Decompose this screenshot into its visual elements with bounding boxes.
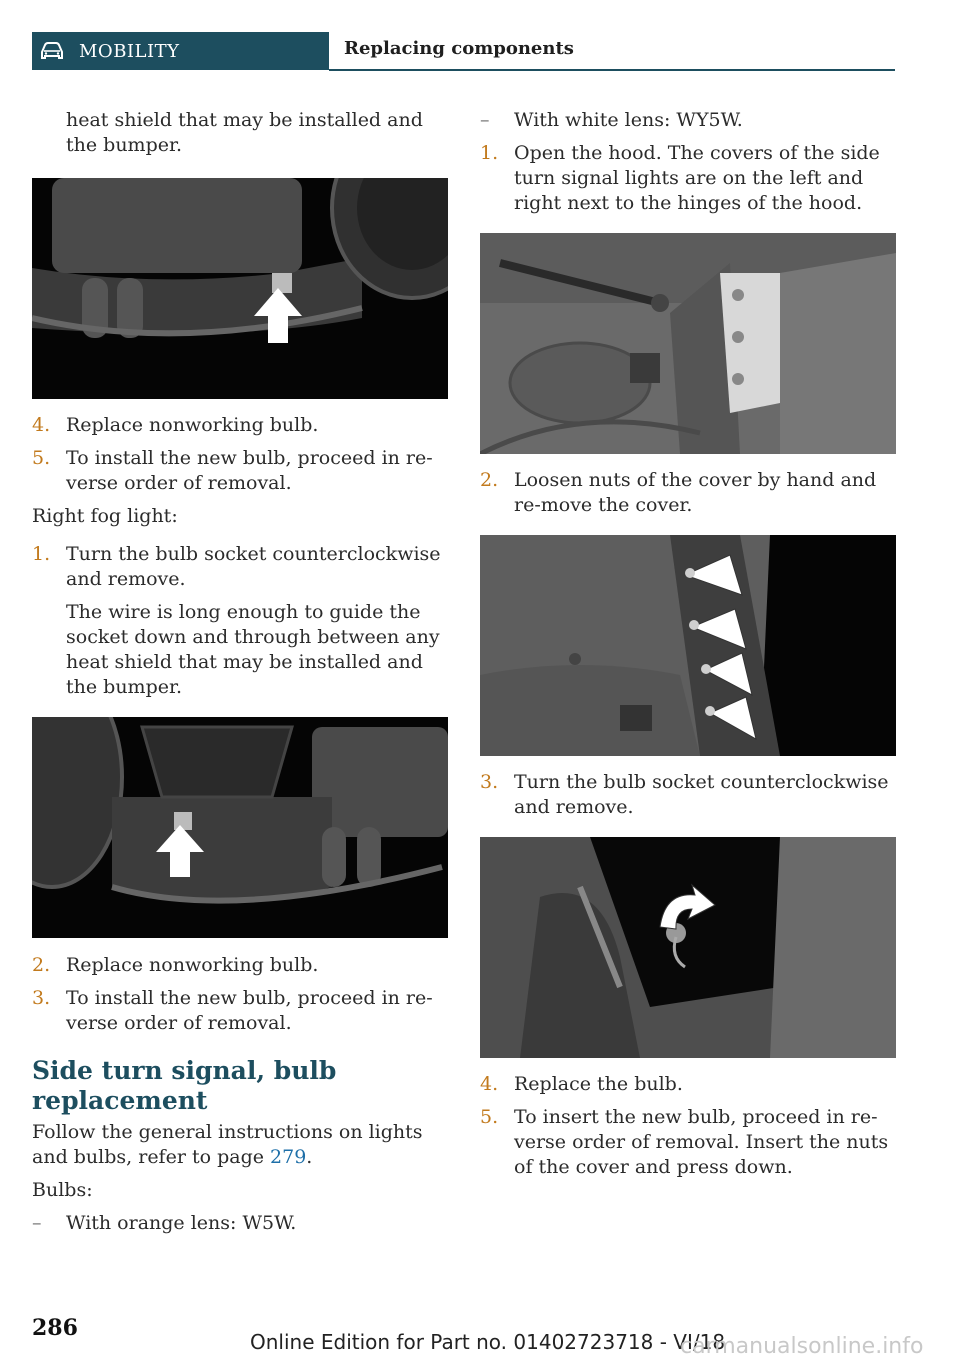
car-icon [39,41,65,61]
hood-hinge-photo [480,233,896,454]
page-number: 286 [32,1315,78,1341]
section-title: Side turn signal, bulb replacement [32,1056,337,1115]
list-item: 2. Replace nonworking bulb. [32,954,319,976]
bulbs-label: Bulbs: [32,1179,93,1201]
list-item: 4. Replace nonworking bulb. [32,414,319,436]
section-tab [32,32,329,70]
bulb-socket-photo [480,837,896,1058]
left-column [32,108,448,1236]
list-item: 5. To insert the new bulb, proceed in re‐verse order of removal. Insert the nuts of the cover and press down. [480,1106,889,1178]
list-item: 3. To install the new bulb, proceed in re‐verse order of removal. [32,987,433,1034]
list-item: 4. Replace the bulb. [480,1073,683,1095]
page-title: Replacing components [344,38,574,59]
list-item: 2. Loosen nuts of the cover by hand and re‐move the cover. [480,469,877,516]
list-item: 5. To install the new bulb, proceed in re‐verse order of removal. [32,447,433,494]
list-item: – With white lens: WY5W. [480,109,743,131]
steps-group-c [32,953,448,1036]
page-header [32,32,895,72]
edition-footer: Online Edition for Part no. 01402723718 - VI/18 [250,1330,726,1354]
fog-light-photo-right [32,717,448,938]
intro-text: heat shield that may be installed and the bumper. [66,109,423,156]
page-link[interactable]: 279 [270,1146,307,1168]
fog-light-photo-left [32,178,448,399]
steps-group-a [32,413,448,496]
watermark: carmanualsonline.info [680,1334,924,1359]
cover-nuts-photo [480,535,896,756]
header-rule [329,69,895,71]
fog-light-heading: Right fog light: [32,505,178,527]
list-item: 1. Turn the bulb socket counterclockwise and remove. [32,543,441,590]
list-item: 3. Turn the bulb socket counterclockwise and remove. [480,771,889,818]
section-label: MOBILITY [79,40,180,62]
list-item: – With orange lens: W5W. [32,1212,297,1234]
right-column [480,108,896,1180]
step-note: The wire is long enough to guide the socket down and through between any heat shield that may be installed and the bumper. [66,601,440,698]
section-intro: Follow the general instructions on lights and bulbs, refer to page 279. [32,1121,423,1168]
list-item: 1. Open the hood. The covers of the side turn signal lights are on the left and right next to the hinges of the hood. [480,142,880,214]
